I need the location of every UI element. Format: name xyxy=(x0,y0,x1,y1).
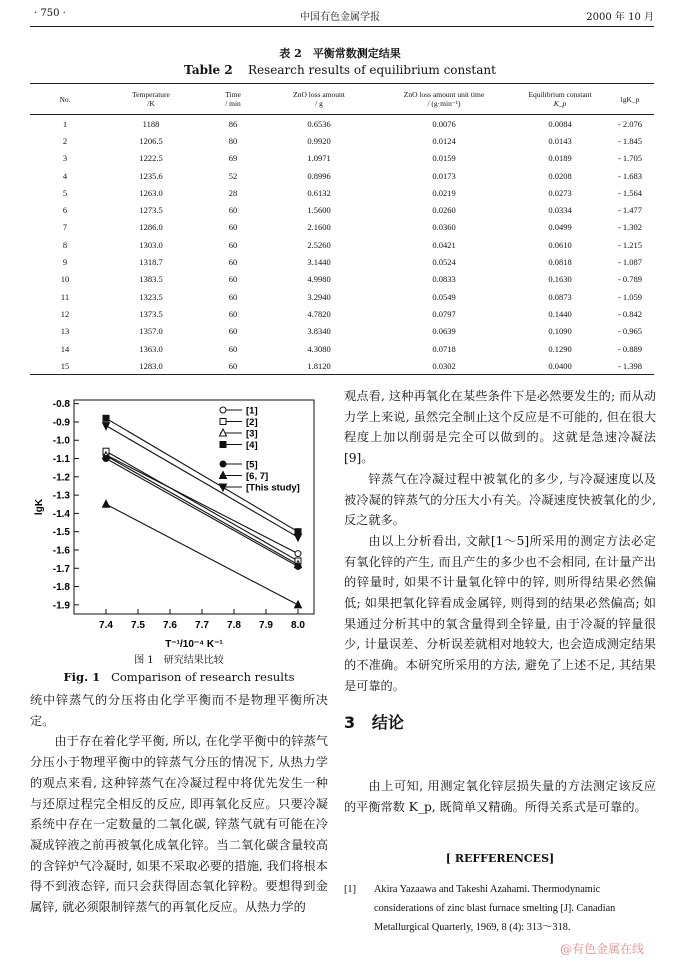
cell-no: 3 xyxy=(62,153,68,164)
col-lgkp: lgK_p xyxy=(606,84,654,115)
cell-time: 60 xyxy=(228,205,238,216)
cell-no: 6 xyxy=(62,205,68,216)
table-header-row xyxy=(30,84,654,115)
cell-temperature: 1222.5 xyxy=(139,153,163,164)
cell-rate: 0.0124 xyxy=(432,135,456,146)
cell-kp: 0.0400 xyxy=(514,357,606,375)
legend-label: [1] xyxy=(246,405,258,417)
x-tick-label: 7.9 xyxy=(259,620,273,631)
cell-time: 80 xyxy=(228,135,238,146)
cell-lgkp: - 1.087 xyxy=(617,257,643,268)
series-line xyxy=(106,451,298,561)
col-no: No. xyxy=(30,84,100,115)
col-temperature: Temperature /K xyxy=(100,84,202,115)
cell-temperature: 1286.0 xyxy=(139,222,163,233)
section-number: 3 xyxy=(344,713,356,732)
figure-caption-en xyxy=(30,670,328,684)
data-point xyxy=(103,415,109,421)
cell-time: 60 xyxy=(228,326,238,337)
cell-kp: 0.0334 xyxy=(548,205,572,216)
reference-item xyxy=(344,880,660,937)
cell-loss: 0.6132 xyxy=(307,187,331,198)
cell-temperature: 1363.0 xyxy=(139,343,163,354)
cell-time: 60 xyxy=(228,257,238,268)
legend-label: [5] xyxy=(246,459,258,471)
data-point xyxy=(295,551,301,557)
cell-rate: 0.0302 xyxy=(374,357,514,375)
cell-rate: 0.0173 xyxy=(432,170,456,181)
journal-title: 中国有色金属学报 xyxy=(300,12,380,23)
data-point xyxy=(103,500,110,507)
cell-kp: 0.0873 xyxy=(548,291,572,302)
cell-time: 69 xyxy=(228,153,238,164)
cell-rate: 0.0421 xyxy=(432,239,456,250)
cell-temperature: 1283.0 xyxy=(100,357,202,375)
plot-frame xyxy=(74,400,314,614)
cell-no: 14 xyxy=(60,343,70,354)
y-tick-label: -1.5 xyxy=(52,527,70,539)
cell-rate: 0.0639 xyxy=(432,326,456,337)
cell-temperature: 1357.0 xyxy=(139,326,163,337)
cell-no: 5 xyxy=(62,187,68,198)
data-point xyxy=(295,534,302,541)
cell-loss: 0.6536 xyxy=(307,118,331,129)
table-caption-text: Research results of equilibrium constant xyxy=(247,63,496,77)
cell-rate: 0.0219 xyxy=(432,187,456,198)
series-line xyxy=(106,504,298,605)
y-tick-label: -1.4 xyxy=(52,508,70,520)
cell-kp: 0.0818 xyxy=(548,257,572,268)
cell-lgkp: - 0.842 xyxy=(617,308,643,319)
cell-temperature: 1323.5 xyxy=(139,291,163,302)
cell-time: 60 xyxy=(228,239,238,250)
cell-rate: 0.0159 xyxy=(432,153,456,164)
col-rate: ZnO loss amount unit time / (g·min⁻¹) xyxy=(374,84,514,115)
table-caption-cn: 表 2 平衡常数测定结果 xyxy=(279,47,401,60)
cell-loss: 3.1440 xyxy=(307,257,331,268)
cell-kp: 0.0189 xyxy=(548,153,572,164)
y-tick-label: -1.3 xyxy=(52,490,70,502)
section-title: 结论 xyxy=(371,713,404,732)
cell-no: 11 xyxy=(60,291,70,302)
series-line xyxy=(106,456,298,565)
cell-lgkp: - 1.302 xyxy=(617,222,643,233)
cell-no: 9 xyxy=(62,257,68,268)
cell-temperature: 1188 xyxy=(142,118,160,129)
page-number: · 750 · xyxy=(34,8,66,19)
right-column-text xyxy=(344,386,656,697)
col-time: Time / min xyxy=(202,84,264,115)
cell-time: 60 xyxy=(228,222,238,233)
cell-kp: 0.0499 xyxy=(548,222,572,233)
cell-kp: 0.0208 xyxy=(548,170,572,181)
cell-time: 86 xyxy=(228,118,238,129)
cell-loss: 4.7820 xyxy=(307,308,331,319)
legend-marker xyxy=(220,461,226,467)
cell-rate: 0.0076 xyxy=(432,118,456,129)
cell-temperature: 1318.7 xyxy=(139,257,163,268)
cell-kp: 0.0143 xyxy=(548,135,572,146)
cell-time: 60 xyxy=(228,291,238,302)
cell-loss: 1.5600 xyxy=(307,205,331,216)
cell-time: 28 xyxy=(228,187,238,198)
section-heading xyxy=(344,710,404,733)
y-tick-label: -1.2 xyxy=(52,472,70,484)
cell-temperature: 1263.0 xyxy=(139,187,163,198)
cell-lgkp: - 1.398 xyxy=(606,357,654,375)
data-point xyxy=(103,423,110,430)
cell-lgkp: - 1.477 xyxy=(617,205,643,216)
series-line xyxy=(106,455,298,554)
cell-loss: 2.1600 xyxy=(307,222,331,233)
y-tick-label: -1.0 xyxy=(52,435,70,447)
results-table xyxy=(30,83,654,375)
series-line xyxy=(106,426,298,538)
cell-rate: 0.0833 xyxy=(432,274,456,285)
header-rule xyxy=(30,26,654,27)
cell-kp: 0.1290 xyxy=(548,343,572,354)
x-tick-label: 7.8 xyxy=(227,620,241,631)
cell-time: 60 xyxy=(228,308,238,319)
legend-label: [3] xyxy=(246,428,258,440)
issue-date: 2000 年 10 月 xyxy=(586,12,654,23)
table-row xyxy=(30,167,654,184)
y-tick-label: -1.9 xyxy=(52,600,70,612)
paragraph: 由上可知, 用测定氧化锌层损失量的方法测定该反应的平衡常数 K_p, 既简单又精确。所得关系式是可靠的。 xyxy=(344,779,656,814)
table-row xyxy=(30,184,654,201)
cell-loss: 1.0971 xyxy=(307,153,331,164)
figure-caption-cn: 图 1 研究结果比较 xyxy=(134,655,224,666)
cell-lgkp: - 1.705 xyxy=(617,153,643,164)
table-row xyxy=(30,271,654,288)
y-tick-label: -0.9 xyxy=(52,417,70,429)
cell-loss: 0.8996 xyxy=(307,170,331,181)
legend-label: [2] xyxy=(246,417,258,428)
cell-rate: 0.0260 xyxy=(432,205,456,216)
cell-temperature: 1273.5 xyxy=(139,205,163,216)
legend-label: [This study] xyxy=(246,482,300,494)
cell-temperature: 1383.5 xyxy=(139,274,163,285)
figure-caption-label: Fig. 1 xyxy=(63,670,101,684)
paragraph: 观点看, 这种再氧化在某些条件下是必然要发生的; 而从动力学上来说, 虽然完全制止这个反应是不可能的, 但在很大程度上加以削弱是完全可以做到的。这就是急速冷凝法[9]。 xyxy=(344,389,656,466)
cell-time: 52 xyxy=(228,170,238,181)
y-tick-label: -0.8 xyxy=(52,399,70,411)
watermark: @有色金属在线 xyxy=(560,942,645,956)
table-row xyxy=(30,132,654,149)
paragraph: 统中锌蒸气的分压将由化学平衡而不是物理平衡所决定。 xyxy=(30,693,328,728)
cell-lgkp: - 0.789 xyxy=(617,274,643,285)
reference-number: [1] xyxy=(344,884,357,895)
cell-time: 60 xyxy=(202,357,264,375)
paragraph: 由于存在着化学平衡, 所以, 在化学平衡中的锌蒸气分压小于物理平衡中的锌蒸气分压的情况下, 从热力学的观点来看, 这种锌蒸气在冷凝过程中将优先发生一种与还原过程完全相反的反应, 即再氧化反应。只要冷凝系统中存在一定数量的二氧化碳, 锌蒸气就有可能在冷凝成锌液之前再被氧化成氧化锌。当二氧化碳含量较高的含锌炉气冷凝时, 如果不采取必要的措施, 我们将根本得不到液态锌, 而只会获得固态氧化锌粉。要想得到金属锌, 就必须限制锌蒸气的再氧化反应。从热力学的 xyxy=(30,734,328,915)
table-row xyxy=(30,236,654,253)
table-row xyxy=(30,253,654,270)
x-tick-label: 7.4 xyxy=(99,620,113,631)
cell-time: 60 xyxy=(228,343,238,354)
left-column-text xyxy=(30,690,328,918)
cell-rate: 0.0524 xyxy=(432,257,456,268)
cell-no: 7 xyxy=(62,222,68,233)
cell-kp: 0.1090 xyxy=(548,326,572,337)
y-tick-label: -1.7 xyxy=(52,563,70,575)
cell-no: 12 xyxy=(60,308,70,319)
y-tick-label: -1.6 xyxy=(52,545,70,557)
cell-lgkp: - 1.683 xyxy=(617,170,643,181)
cell-no: 8 xyxy=(62,239,68,250)
cell-temperature: 1235.6 xyxy=(139,170,163,181)
cell-kp: 0.0610 xyxy=(548,239,572,250)
cell-lgkp: - 1.564 xyxy=(617,187,643,198)
y-tick-label: -1.1 xyxy=(52,454,70,466)
cell-loss: 2.5260 xyxy=(307,239,331,250)
cell-kp: 0.1630 xyxy=(548,274,572,285)
legend-label: [4] xyxy=(246,440,258,451)
cell-temperature: 1303.0 xyxy=(139,239,163,250)
y-tick-label: -1.8 xyxy=(52,582,70,594)
data-point xyxy=(103,456,109,462)
cell-lgkp: - 2.076 xyxy=(617,118,643,129)
cell-temperature: 1206.5 xyxy=(139,135,163,146)
cell-lgkp: - 1.215 xyxy=(617,239,643,250)
table-row xyxy=(30,115,654,133)
cell-no: 15 xyxy=(30,357,100,375)
cell-no: 10 xyxy=(60,274,70,285)
data-point xyxy=(295,563,301,569)
cell-rate: 0.0360 xyxy=(432,222,456,233)
cell-loss: 1.8120 xyxy=(264,357,374,375)
conclusion-text xyxy=(344,776,656,817)
table-caption-label: Table 2 xyxy=(184,63,233,77)
table-row xyxy=(30,288,654,305)
cell-loss: 0.9920 xyxy=(307,135,331,146)
cell-rate: 0.0549 xyxy=(432,291,456,302)
x-axis-label: T⁻¹/10⁻⁴ K⁻¹ xyxy=(165,639,223,650)
cell-time: 60 xyxy=(228,274,238,285)
x-tick-label: 7.5 xyxy=(131,620,145,631)
x-tick-label: 7.6 xyxy=(163,620,177,631)
cell-no: 1 xyxy=(62,118,68,129)
cell-lgkp: - 0.889 xyxy=(617,343,643,354)
cell-lgkp: - 1.059 xyxy=(617,291,643,302)
col-loss: ZnO loss amount / g xyxy=(264,84,374,115)
cell-no: 2 xyxy=(62,135,68,146)
comparison-chart xyxy=(30,392,330,650)
cell-loss: 3.8340 xyxy=(307,326,331,337)
table-row xyxy=(30,219,654,236)
cell-loss: 4.3080 xyxy=(307,343,331,354)
figure-caption-text: Comparison of research results xyxy=(111,670,295,684)
cell-temperature: 1373.5 xyxy=(139,308,163,319)
table-row xyxy=(30,323,654,340)
col-kp: Equilibrium constant K_p xyxy=(514,84,606,115)
reference-text: Akira Yazaawa and Takeshi Azahami. Thermodynamic considerations of zinc blast furnace smelting [J]. Canadian Metallurgical Quarterly, 1969, 8 (4): 313～318. xyxy=(374,884,616,933)
paragraph: 锌蒸气在冷凝过程中被氧化的多少, 与冷凝速度以及被冷凝的锌蒸气的分压大小有关。冷凝速度快被氧化的少, 反之就多。 xyxy=(344,471,656,528)
references-heading: [ REFFERENCES] xyxy=(445,852,555,865)
table-row xyxy=(30,305,654,322)
x-tick-label: 7.7 xyxy=(195,620,209,631)
cell-lgkp: - 1.845 xyxy=(617,135,643,146)
cell-loss: 3.2940 xyxy=(307,291,331,302)
legend-marker xyxy=(220,442,226,448)
cell-lgkp: - 0.965 xyxy=(617,326,643,337)
legend-label: [6, 7] xyxy=(246,471,269,482)
data-point xyxy=(295,601,302,608)
legend-marker xyxy=(220,407,226,413)
paragraph: 由以上分析看出, 文献[1～5]所采用的测定方法必定有氧化锌的产生, 而且产生的多少也不会相同, 在计量产出的锌量时, 如果不计量氧化锌中的锌, 则所得结果必然偏低; 如果把氧化锌看成金属锌, 则得到的结果必然偏高; 如果通过分析其中的氧含量得到全锌量, 由于冷凝的锌量很少, 计量误差、分析误差就相对地较大, 也会造成测定结果的不准确。本研究所采用的方法, 避免了上述不足, 其结果是可靠的。 xyxy=(344,533,656,693)
x-tick-label: 8.0 xyxy=(291,620,305,631)
table-row xyxy=(30,340,654,357)
legend-marker xyxy=(220,419,226,425)
cell-kp: 0.1440 xyxy=(548,308,572,319)
y-axis-label: lgK xyxy=(34,498,45,516)
cell-rate: 0.0797 xyxy=(432,308,456,319)
cell-kp: 0.0084 xyxy=(548,118,572,129)
table-row xyxy=(30,357,654,375)
table-row xyxy=(30,201,654,218)
cell-rate: 0.0718 xyxy=(432,343,456,354)
cell-no: 4 xyxy=(62,170,68,181)
table-caption-en xyxy=(0,63,680,77)
cell-no: 13 xyxy=(60,326,70,337)
cell-loss: 4.9980 xyxy=(307,274,331,285)
cell-kp: 0.0273 xyxy=(548,187,572,198)
table-row xyxy=(30,150,654,167)
